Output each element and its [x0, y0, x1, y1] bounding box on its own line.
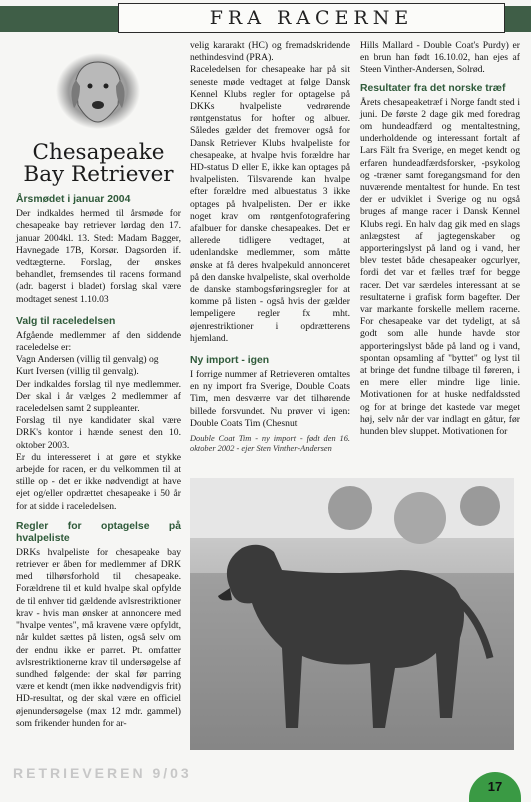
heading-regler: Regler for optagelse på hvalpeliste — [16, 520, 181, 544]
breed-title: Chesapeake Bay Retriever — [23, 140, 174, 188]
aarsmoede-text: Der indkaldes hermed til årsmøde for chesapeake bay retriever lørdag den 17. januar 2004kl. 13. Sted: Madam Bagger, Havnegade 17B, Korsør. Dagsorden if. vedtægterne. Forslag, der ønskes behandlet, fremsendes til racens formand (adr. bagerst i bladet) forslag skal være modtaget senest 1.10.03 — [16, 208, 181, 305]
column-3 — [360, 40, 520, 438]
photo-caption: Double Coat Tim - ny import - født den 16. oktober 2002 - ejer Sten Vinther-Andersen — [190, 434, 350, 454]
regler-text-col1: DRKs hvalpeliste for chesapeake bay retriever er åben for medlemmer af DRK med tilhørsforhold til chesapeake. Forældrene til et kuld hvalpe skal opfylde de til enhver tid gældende avlsrestriktioner krav - hvis man ønsker at annoncere med "hvalpe ventes", må kravene være opfyldt, når kuldet sættes på listen, også selv om der endnu ikke er parret. Pt. omfatter avlsrestriktionerne krav til undersøgelse af sundhed følgende: der skal før parring være et kendt (men ikke nødvendigvis frit) HD-resultat, og der skal være en officiel øjenundersøgelse (max 12 mdr. gammel) som frikender hunden for ar- — [16, 546, 181, 729]
footer-magazine: RETRIEVEREN 9/03 — [13, 765, 192, 781]
valg-p3: Kurt Iversen (villig til genvalg). — [16, 366, 139, 378]
regler-text-col2: velig kararakt (HC) og fremadskridende nethindesvind (PRA). — [190, 40, 350, 64]
regler-p2: Raceledelsen for chesapeake har på sit seneste møde vedtaget at følge Dansk Kennel Klubs regler for optagelse på DKKs hvalpeliste vedrørende røntgenstatus for hofter og albuer. Således gælder det fremover også for Dansk Retriever Klubs hvalpeliste for chesapeake, at hvalpe hvis forældre har HD-status D eller E, ikke kan optages på hvalpelisten. Tilsvarende kan hvalpe efter forældre med albuestatus 3 ikke optages på hvalpelisten. Der er ikke noget krav om røntgenfotografering afalbuer for danske chesapeakes. Det er allerede tidligere vedtaget, at udenlandske medlemmer, som måtte ønske at få deres hvalpekuld annonceret på den danske hvalpeliste, skal overholde de danske stambogsføringsregler for at komme på listen - også hvis der gælder lempeligere regler fx mht. øjenrestriktioner i opdrætterens hjemland. — [190, 64, 350, 344]
import-text: I forrige nummer af Retrieveren omtaltes en ny import fra Sverige, Double Coats Tim, men desværre var det tilhørende billede forsvundet. Nu prøver vi igen: Double Coats Tim (Chesnut — [190, 369, 350, 429]
valg-p6: Er du interesseret i at gøre et stykke arbejde for racen, er du velkommen til at stille op - det er ikke nødvendigt at have ejet og/eller opdrættet chesapeake i 50 år for at sidde i raceledelsen. — [16, 451, 181, 512]
logo-wrap — [16, 48, 181, 140]
resultater-text: Årets chesapeaketræf i Norge fandt sted i juni. De første 2 dage gik med foredrag om hundeadfærd og mentaltestning, underholdende og interessant fortalt af Lars Fält fra Sverige, en meget kendt og erfaren hundeadfærdsforsker, -psykolog og -træner samt foregangsmand for den nuværende mentaltest for hunde. En test der er udviklet i Sverige og nu også bruges af mange racer i Dansk Kennel Klubs regi. En halv dag gik med en slags anlægstest af jagtegenskaber og apporteringslyst på land og i vand, her blev testet både chesapeaker ogcurlyer, fordi det var et fælles træf for begge racer. Det var særdeles interessant at se resultaterne i grafisk form bagefter. Der var markante forskelle mellem racerne. For chesapeake var det tydeligt, at så godt som alle hunde havde stor apporteringslyst både på land og i vand, spontan opsamling af "byttet" og lyst til at bringe det fundne tilbage til føreren, i en mere eller mindre lige linie. Motivationen for at huske nedfaldssted og for at bringe det kastede var meget høj, selv når der var indlagt en gåtur, før hunden blev sluppet. Motivationen for — [360, 96, 520, 438]
banner-title: FRA RACERNE — [118, 3, 505, 33]
valg-p5: Forslag til nye kandidater skal være DRK's kontor i hænde senest den 10. oktober 2003. — [16, 415, 181, 451]
dog-photo — [190, 478, 514, 750]
heading-aarsmoede: Årsmødet i januar 2004 — [16, 194, 131, 206]
heading-resultater: Resultater fra det norske træf — [360, 82, 506, 94]
page-number-badge: 17 — [469, 772, 521, 802]
retriever-logo-icon — [36, 50, 161, 132]
column-1 — [16, 48, 181, 730]
heading-import: Ny import - igen — [190, 355, 270, 367]
valg-p2: Vagn Andersen (villig til genvalg) og — [16, 354, 159, 366]
heading-valg: Valg til raceledelsen — [16, 315, 116, 327]
col3-intro: Hills Mallard - Double Coat's Purdy) er en brun han født 16.10.02, han ejes af Steen Vinther-Andersen, Solrød. — [360, 40, 520, 76]
section-banner — [0, 0, 531, 34]
valg-p1: Afgående medlemmer af den siddende raceledelse er: — [16, 329, 181, 354]
column-2 — [190, 40, 350, 454]
valg-p4: Der indkaldes forslag til nye medlemmer. Der skal i år vælges 2 medlemmer af raceledelsen samt 2 suppleanter. — [16, 378, 181, 415]
